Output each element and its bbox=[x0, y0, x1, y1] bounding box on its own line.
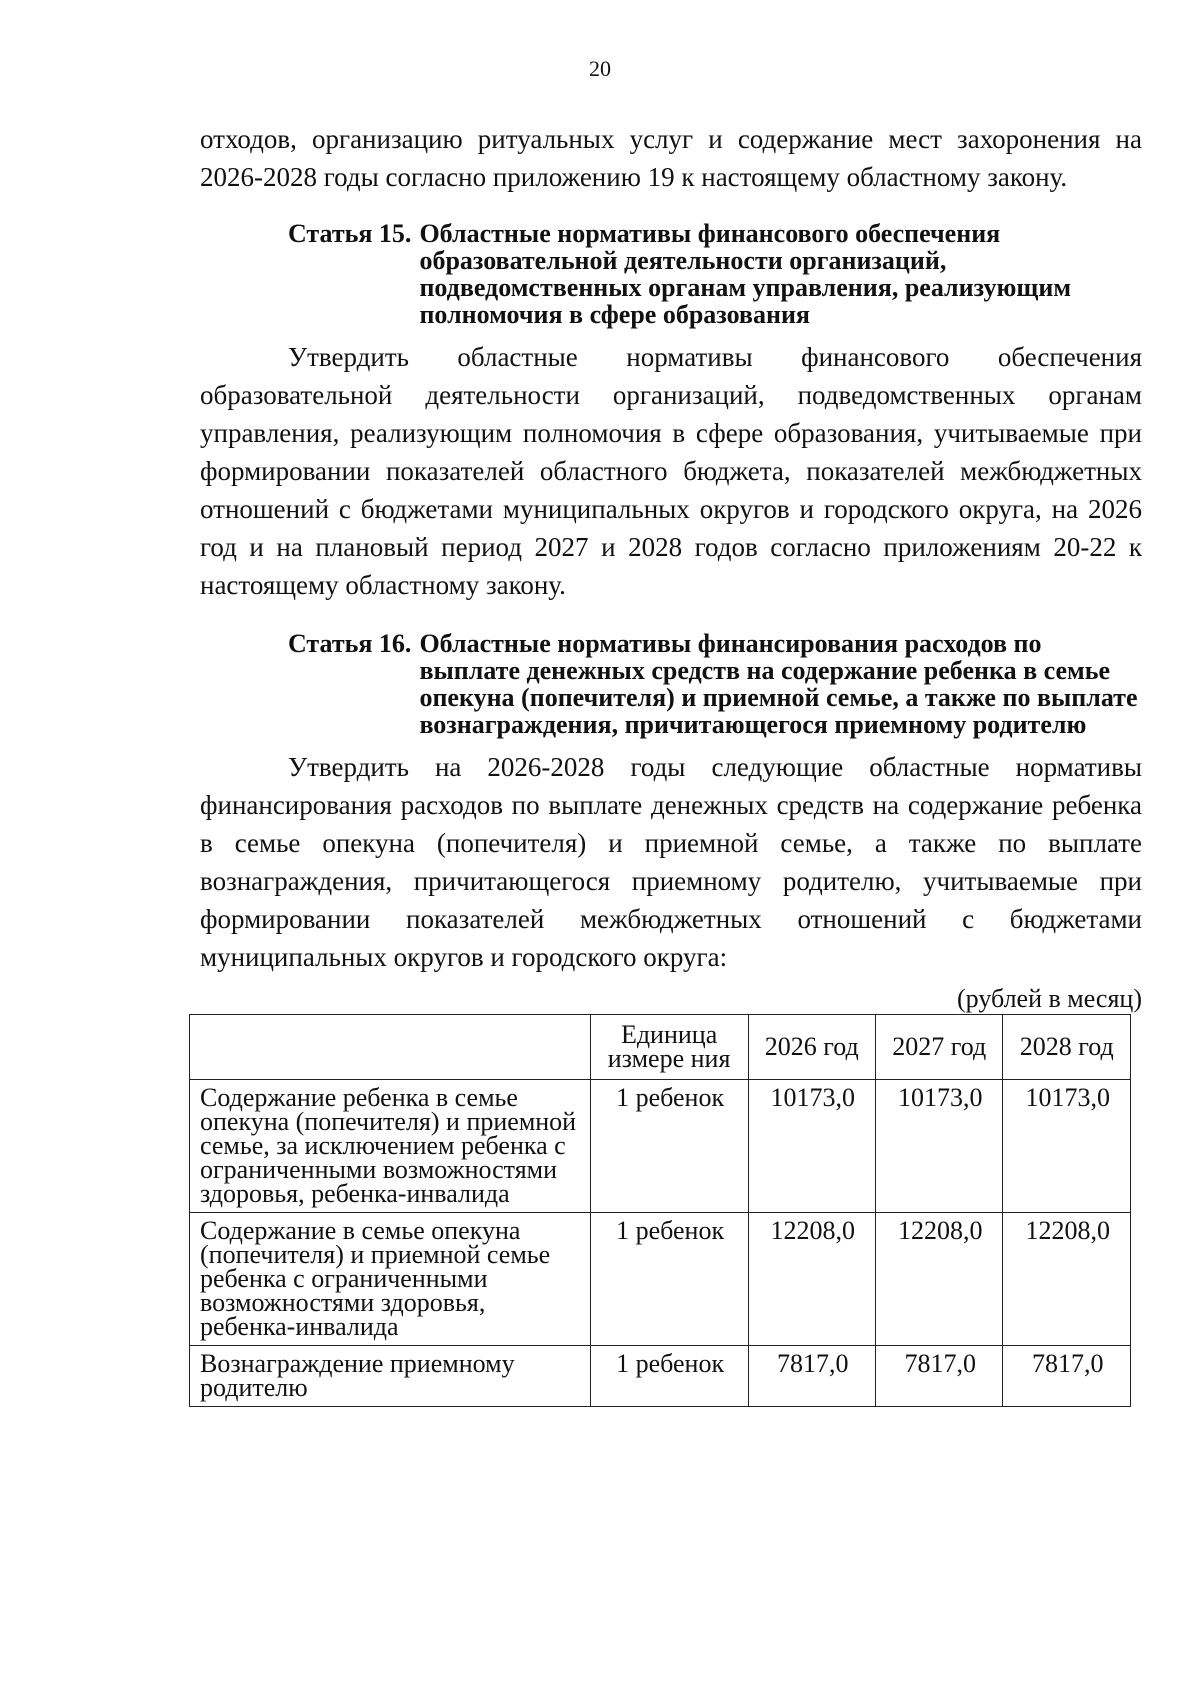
article-16-body: Утвердить на 2026-2028 годы следующие областные нормативы финансирования расходов по выплате денежных средств на содержание ребенка в семье опекуна (попечителя) и приемной семье, а также по выплате вознаграждения, причитающегося приемному родителю, учитываемые при формировании показателей межбюджетных отношений с бюджетами муниципальных округов и городского округа: bbox=[200, 752, 1142, 972]
row-name: Вознаграждение приемному родителю bbox=[190, 1346, 591, 1407]
row-unit: 1 ребенок bbox=[590, 1213, 748, 1346]
norms-table bbox=[189, 1014, 1131, 1407]
article-16-number: Статья 16. bbox=[288, 629, 412, 658]
table-row bbox=[190, 1346, 1131, 1407]
row-value-2027: 10173,0 bbox=[876, 1080, 1003, 1213]
page-number: 20 bbox=[589, 56, 611, 81]
table-row bbox=[190, 1213, 1131, 1346]
header-2028: 2028 год bbox=[1003, 1015, 1131, 1080]
row-value-2026: 12208,0 bbox=[748, 1213, 875, 1346]
row-value-2027: 12208,0 bbox=[876, 1213, 1003, 1346]
row-value-2028: 12208,0 bbox=[1003, 1213, 1131, 1346]
document-body bbox=[200, 120, 1142, 1407]
row-name: Содержание ребенка в семье опекуна (попечителя) и приемной семье, за исключением ребенка с ограниченными возможностями здоровья, ребенка-инвалида bbox=[190, 1080, 591, 1213]
row-unit: 1 ребенок bbox=[590, 1346, 748, 1407]
article-16-heading bbox=[288, 630, 1142, 738]
table-header-row bbox=[190, 1015, 1131, 1080]
table-unit-note: (рублей в месяц) bbox=[957, 984, 1142, 1013]
table-row bbox=[190, 1080, 1131, 1213]
article-15-number: Статья 15. bbox=[288, 219, 412, 248]
row-unit: 1 ребенок bbox=[590, 1080, 748, 1213]
intro-paragraph: отходов, организацию ритуальных услуг и содержание мест захоронения на 2026-2028 годы согласно приложению 19 к настоящему областному закону. bbox=[200, 124, 1142, 192]
row-value-2027: 7817,0 bbox=[876, 1346, 1003, 1407]
header-unit: Единица измере ния bbox=[590, 1015, 748, 1080]
header-2026: 2026 год bbox=[748, 1015, 875, 1080]
row-value-2026: 7817,0 bbox=[748, 1346, 875, 1407]
article-15-heading bbox=[288, 220, 1142, 328]
article-16-title: Областные нормативы финансирования расходов по выплате денежных средств на содержание ребенка в семье опекуна (попечителя) и приемной семье, а также по выплате вознаграждения, причитающегося приемному родителю bbox=[419, 629, 1138, 739]
row-value-2028: 7817,0 bbox=[1003, 1346, 1131, 1407]
row-value-2028: 10173,0 bbox=[1003, 1080, 1131, 1213]
header-2027: 2027 год bbox=[876, 1015, 1003, 1080]
row-value-2026: 10173,0 bbox=[748, 1080, 875, 1213]
article-15-title: Областные нормативы финансового обеспечения образовательной деятельности организаций, подведомственных органам управления, реализующим полномочия в сфере образования bbox=[419, 219, 1072, 329]
row-name: Содержание в семье опекуна (попечителя) и приемной семье ребенка с ограниченными возможностями здоровья, ребенка-инвалида bbox=[190, 1213, 591, 1346]
header-name bbox=[190, 1015, 591, 1080]
article-15-body: Утвердить областные нормативы финансового обеспечения образовательной деятельности организаций, подведомственных органам управления, реализующим полномочия в сфере образования, учитываемые при формировании показателей областного бюджета, показателей межбюджетных отношений с бюджетами муниципальных округов и городского округа, на 2026 год и на плановый период 2027 и 2028 годов согласно приложениям 20-22 к настоящему областному закону. bbox=[200, 342, 1142, 600]
